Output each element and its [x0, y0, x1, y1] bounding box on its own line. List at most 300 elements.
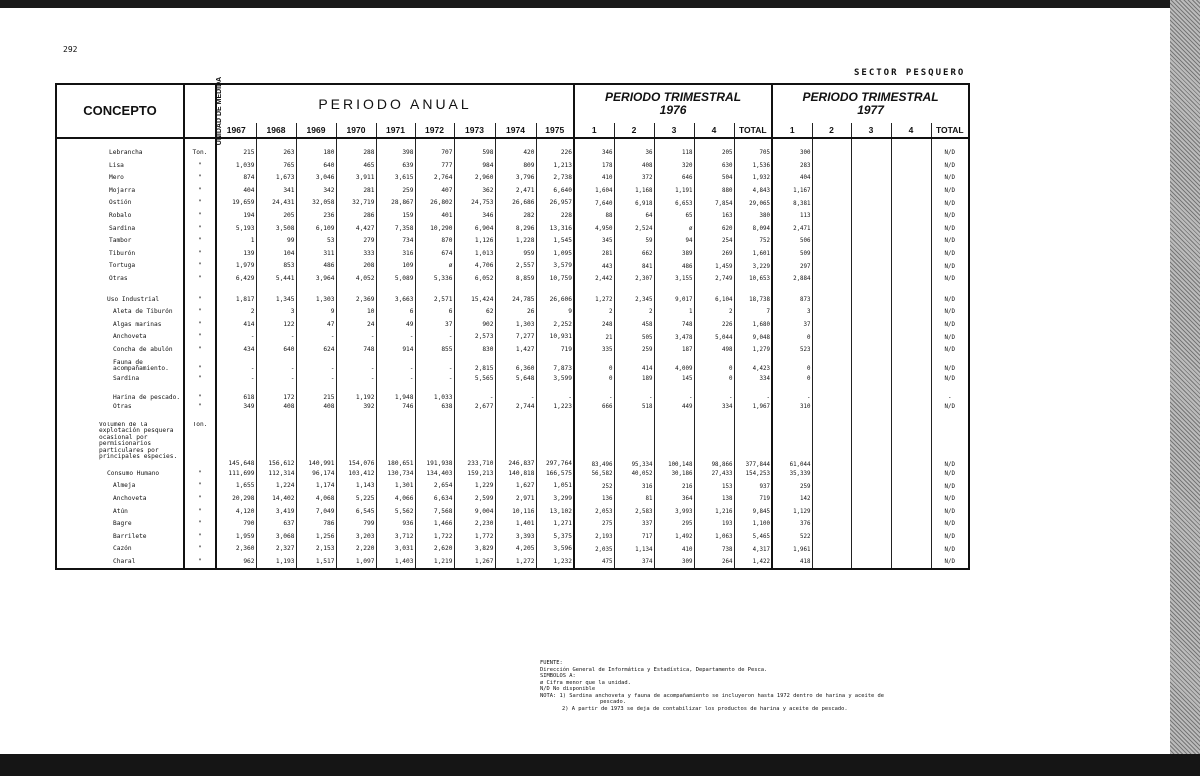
row-value: [891, 531, 931, 544]
row-value: 205: [694, 147, 734, 160]
row-value: 873: [772, 294, 812, 307]
row-value: 7,277: [495, 331, 536, 344]
row-value: [851, 468, 891, 481]
row-value: 1,673: [256, 172, 296, 185]
row-value: 2,583: [614, 505, 654, 518]
row-value: 2,327: [256, 543, 296, 556]
row-value: 1,345: [256, 294, 296, 307]
row-value: -: [296, 357, 336, 373]
row-value: 408: [256, 401, 296, 414]
row-value: 523: [772, 344, 812, 357]
row-value: 674: [415, 248, 454, 261]
row-value: 1,216: [694, 505, 734, 518]
row-value: 9,048: [734, 331, 772, 344]
row-value: 6,360: [495, 357, 536, 373]
row-value: 2,230: [454, 518, 495, 531]
row-value: [812, 172, 851, 185]
row-value: 3,796: [495, 172, 536, 185]
row-value: 2,524: [614, 223, 654, 236]
row-value: 705: [734, 147, 772, 160]
row-value: N/D: [931, 294, 969, 307]
column-header-16: 3: [851, 123, 891, 138]
row-label: Otras: [113, 403, 132, 411]
row-value: 719: [734, 493, 772, 506]
row-value: 187: [654, 344, 694, 357]
row-value: 1,143: [336, 480, 376, 493]
row-value: [851, 172, 891, 185]
row-value: 914: [376, 344, 415, 357]
row-unit: ": [184, 344, 216, 357]
row-value: 61,044: [772, 422, 812, 468]
row-value: N/D: [931, 172, 969, 185]
row-value: 59: [614, 235, 654, 248]
row-value: 263: [256, 147, 296, 160]
table-row: [56, 357, 969, 373]
row-value: 5,465: [734, 531, 772, 544]
row-value: -: [256, 331, 296, 344]
row-value: 191,938: [415, 422, 454, 468]
row-value: N/D: [931, 556, 969, 570]
row-value: 3,615: [376, 172, 415, 185]
row-value: 1: [654, 306, 694, 319]
row-value: 40,052: [614, 468, 654, 481]
row-value: 21: [574, 331, 614, 344]
row-label: Anchoveta: [113, 333, 147, 341]
row-value: 189: [614, 373, 654, 386]
row-value: 8,381: [772, 197, 812, 210]
row-value: 2: [574, 306, 614, 319]
row-value: 717: [614, 531, 654, 544]
row-value: 254: [694, 235, 734, 248]
row-value: -: [415, 331, 454, 344]
row-value: 208: [336, 260, 376, 273]
row-value: -: [216, 331, 256, 344]
row-value: 902: [454, 319, 495, 332]
table-row: [56, 223, 969, 236]
row-value: 140,991: [296, 422, 336, 468]
row-value: 103,412: [336, 468, 376, 481]
column-header-8: 1975: [536, 123, 574, 138]
row-value: 140,818: [495, 468, 536, 481]
row-value: [891, 248, 931, 261]
row-value: 145,648: [216, 422, 256, 468]
row-value: 4,317: [734, 543, 772, 556]
row-value: [851, 260, 891, 273]
row-value: 748: [654, 319, 694, 332]
row-value: 2,884: [772, 273, 812, 286]
row-value: 341: [256, 185, 296, 198]
row-value: 475: [574, 556, 614, 570]
row-value: 2,677: [454, 401, 495, 414]
column-header-18: TOTAL: [931, 123, 969, 138]
row-value: 414: [614, 357, 654, 373]
row-value: 1,459: [694, 260, 734, 273]
row-value: 1,097: [336, 556, 376, 570]
row-value: 2,153: [296, 543, 336, 556]
row-value: [812, 357, 851, 373]
row-value: [891, 294, 931, 307]
row-value: 1,545: [536, 235, 574, 248]
row-value: 5,193: [216, 223, 256, 236]
row-value: -: [256, 373, 296, 386]
row-value: [812, 160, 851, 173]
row-value: 1,033: [415, 385, 454, 401]
row-value: 104: [256, 248, 296, 261]
row-value: 3,579: [536, 260, 574, 273]
table-row: [56, 172, 969, 185]
row-value: -: [256, 357, 296, 373]
table-row: [56, 344, 969, 357]
row-value: 163: [694, 210, 734, 223]
row-value: [891, 147, 931, 160]
row-value: 130,734: [376, 468, 415, 481]
row-value: 408: [614, 160, 654, 173]
row-value: 372: [614, 172, 654, 185]
row-unit: ": [184, 331, 216, 344]
row-value: 81: [614, 493, 654, 506]
row-value: 180: [296, 147, 336, 160]
row-value: 94: [654, 235, 694, 248]
table-row: [56, 306, 969, 319]
row-value: 0: [574, 357, 614, 373]
row-value: 2,345: [614, 294, 654, 307]
row-value: [891, 505, 931, 518]
row-value: 1,192: [336, 385, 376, 401]
row-label: Aleta de Tiburón: [113, 308, 173, 316]
row-value: 2,971: [495, 493, 536, 506]
row-value: 7,049: [296, 505, 336, 518]
row-value: 334: [694, 401, 734, 414]
row-unit: ": [184, 160, 216, 173]
row-value: 1,167: [772, 185, 812, 198]
row-value: 410: [574, 172, 614, 185]
row-value: 3,663: [376, 294, 415, 307]
row-value: ø: [415, 260, 454, 273]
row-value: [891, 260, 931, 273]
row-unit: ": [184, 401, 216, 414]
table-row: [56, 385, 969, 401]
row-value: 855: [415, 344, 454, 357]
row-value: 0: [772, 331, 812, 344]
row-value: 799: [336, 518, 376, 531]
row-value: 142: [772, 493, 812, 506]
row-value: 3,393: [495, 531, 536, 544]
row-value: N/D: [931, 197, 969, 210]
row-value: 870: [415, 235, 454, 248]
row-value: -: [376, 357, 415, 373]
row-label: Sardina: [113, 374, 140, 382]
row-value: 3: [772, 306, 812, 319]
row-value: [851, 223, 891, 236]
row-value: 3,046: [296, 172, 336, 185]
row-value: 233,710: [454, 422, 495, 468]
row-value: 2,360: [216, 543, 256, 556]
row-value: 414: [216, 319, 256, 332]
row-value: 936: [376, 518, 415, 531]
row-value: [891, 385, 931, 401]
row-value: 5,441: [256, 273, 296, 286]
row-value: [891, 543, 931, 556]
row-value: 1,422: [734, 556, 772, 570]
row-value: 1,979: [216, 260, 256, 273]
row-value: -: [931, 385, 969, 401]
row-value: 264: [694, 556, 734, 570]
row-unit: ": [184, 319, 216, 332]
row-value: 6,904: [454, 223, 495, 236]
row-value: [812, 401, 851, 414]
row-value: 15,424: [454, 294, 495, 307]
row-value: [891, 185, 931, 198]
row-value: 10,759: [536, 273, 574, 286]
row-value: 252: [574, 480, 614, 493]
row-value: 984: [454, 160, 495, 173]
row-value: 49: [376, 319, 415, 332]
row-value: 408: [296, 401, 336, 414]
row-value: N/D: [931, 422, 969, 468]
row-value: 65: [654, 210, 694, 223]
row-value: [891, 344, 931, 357]
row-value: 2,960: [454, 172, 495, 185]
row-value: 281: [336, 185, 376, 198]
row-value: 2,599: [454, 493, 495, 506]
table-row: [56, 160, 969, 173]
row-value: 1,948: [376, 385, 415, 401]
row-value: 134,403: [415, 468, 454, 481]
row-value: 364: [654, 493, 694, 506]
row-value: 24,785: [495, 294, 536, 307]
row-value: 6,052: [454, 273, 495, 286]
table-row: [56, 260, 969, 273]
row-unit: ": [184, 505, 216, 518]
row-value: 746: [376, 401, 415, 414]
row-value: 752: [734, 235, 772, 248]
row-value: [812, 518, 851, 531]
row-value: 2,369: [336, 294, 376, 307]
row-value: 504: [694, 172, 734, 185]
row-unit: ": [184, 480, 216, 493]
row-value: 0: [694, 357, 734, 373]
table-row: [56, 147, 969, 160]
row-value: 1,427: [495, 344, 536, 357]
row-value: [891, 480, 931, 493]
row-value: 4,205: [495, 543, 536, 556]
row-value: [812, 273, 851, 286]
row-value: 630: [694, 160, 734, 173]
row-value: 6,545: [336, 505, 376, 518]
row-value: 145: [654, 373, 694, 386]
row-value: [851, 294, 891, 307]
row-value: 3,829: [454, 543, 495, 556]
table-row: [56, 294, 969, 307]
column-header-4: 1971: [376, 123, 415, 138]
row-value: 0: [574, 373, 614, 386]
row-value: 286: [336, 210, 376, 223]
row-value: 2,573: [454, 331, 495, 344]
row-value: 5,648: [495, 373, 536, 386]
row-value: 14,402: [256, 493, 296, 506]
row-value: [812, 235, 851, 248]
row-value: 9,004: [454, 505, 495, 518]
row-unit: ": [184, 210, 216, 223]
row-value: 335: [574, 344, 614, 357]
row-value: 259: [614, 344, 654, 357]
row-value: 6,109: [296, 223, 336, 236]
row-value: 4,427: [336, 223, 376, 236]
column-header-14: 1: [772, 123, 812, 138]
row-value: 624: [296, 344, 336, 357]
row-unit: ": [184, 172, 216, 185]
row-value: [851, 543, 891, 556]
row-value: 297: [772, 260, 812, 273]
row-value: [891, 401, 931, 414]
row-value: 8,094: [734, 223, 772, 236]
row-value: 13,316: [536, 223, 574, 236]
row-value: 8,859: [495, 273, 536, 286]
row-value: 88: [574, 210, 614, 223]
row-value: 10: [336, 306, 376, 319]
row-value: 1,817: [216, 294, 256, 307]
row-value: 6: [415, 306, 454, 319]
row-value: 259: [376, 185, 415, 198]
simbolos-label: SIMBOLOS A:: [540, 673, 576, 679]
row-value: 7,873: [536, 357, 574, 373]
row-value: 3,993: [654, 505, 694, 518]
row-value: [851, 185, 891, 198]
row-value: -: [336, 357, 376, 373]
row-value: 194: [216, 210, 256, 223]
row-value: [891, 223, 931, 236]
row-value: 109: [376, 260, 415, 273]
row-value: [891, 172, 931, 185]
row-value: [851, 518, 891, 531]
row-unit: ": [184, 518, 216, 531]
row-value: 1,492: [654, 531, 694, 544]
row-value: 311: [296, 248, 336, 261]
row-label: Algas marinas: [113, 320, 162, 328]
row-unit: ": [184, 468, 216, 481]
row-value: 3,229: [734, 260, 772, 273]
row-value: 1,401: [495, 518, 536, 531]
scan-top-border: [0, 0, 1200, 8]
row-value: [891, 357, 931, 373]
row-value: 1,100: [734, 518, 772, 531]
row-value: 316: [376, 248, 415, 261]
row-value: 6,918: [614, 197, 654, 210]
row-value: 618: [216, 385, 256, 401]
row-value: [812, 543, 851, 556]
row-value: 2,749: [694, 273, 734, 286]
row-value: 153: [694, 480, 734, 493]
row-value: 10,653: [734, 273, 772, 286]
row-unit: ": [184, 185, 216, 198]
row-value: 1,095: [536, 248, 574, 261]
row-value: 407: [415, 185, 454, 198]
row-value: 2,471: [772, 223, 812, 236]
row-value: [891, 468, 931, 481]
row-value: 666: [574, 401, 614, 414]
row-value: 1,013: [454, 248, 495, 261]
column-header-10: 2: [614, 123, 654, 138]
row-value: 279: [336, 235, 376, 248]
row-value: 3,068: [256, 531, 296, 544]
column-header-6: 1973: [454, 123, 495, 138]
row-value: 2,442: [574, 273, 614, 286]
row-value: -: [536, 385, 574, 401]
row-value: 27,433: [694, 468, 734, 481]
row-label: Charal: [113, 557, 136, 565]
row-value: 24,753: [454, 197, 495, 210]
row-value: 13,102: [536, 505, 574, 518]
row-value: 18,738: [734, 294, 772, 307]
row-value: 1,223: [536, 401, 574, 414]
row-value: N/D: [931, 185, 969, 198]
row-value: 719: [536, 344, 574, 357]
row-value: 3,031: [376, 543, 415, 556]
row-value: 228: [536, 210, 574, 223]
row-value: 449: [654, 401, 694, 414]
row-value: 248: [574, 319, 614, 332]
row-value: 193: [694, 518, 734, 531]
row-value: 333: [336, 248, 376, 261]
row-value: [851, 147, 891, 160]
row-value: N/D: [931, 357, 969, 373]
row-value: 5,336: [415, 273, 454, 286]
row-value: 7: [734, 306, 772, 319]
row-value: 1,959: [216, 531, 256, 544]
row-value: [851, 197, 891, 210]
row-value: 1,403: [376, 556, 415, 570]
row-value: 9: [296, 306, 336, 319]
row-value: 172: [256, 385, 296, 401]
row-value: 20,298: [216, 493, 256, 506]
row-value: 6,653: [654, 197, 694, 210]
row-label: Lisa: [109, 161, 124, 169]
row-value: 113: [772, 210, 812, 223]
table-row: [56, 319, 969, 332]
row-value: N/D: [931, 306, 969, 319]
row-value: 159,213: [454, 468, 495, 481]
row-value: 4,009: [654, 357, 694, 373]
row-value: 1,168: [614, 185, 654, 198]
scan-right-border: [1170, 0, 1200, 776]
row-value: 226: [694, 319, 734, 332]
row-value: 2,220: [336, 543, 376, 556]
row-value: 937: [734, 480, 772, 493]
row-value: 259: [772, 480, 812, 493]
row-value: [812, 422, 851, 468]
row-value: 10,931: [536, 331, 574, 344]
nota-2: 2) A partir de 1973 se deja de contabilizar los productos de harina y aceite de pescado.: [562, 705, 848, 712]
row-value: 3,203: [336, 531, 376, 544]
row-value: 880: [694, 185, 734, 198]
row-value: N/D: [931, 160, 969, 173]
row-value: [851, 235, 891, 248]
row-value: 139: [216, 248, 256, 261]
row-value: 297,764: [536, 422, 574, 468]
row-value: [891, 197, 931, 210]
row-value: 136: [574, 493, 614, 506]
row-value: N/D: [931, 531, 969, 544]
row-value: [851, 373, 891, 386]
row-value: 24: [336, 319, 376, 332]
row-value: 1,051: [536, 480, 574, 493]
row-value: 9,845: [734, 505, 772, 518]
row-value: 1,232: [536, 556, 574, 570]
row-value: 1,193: [256, 556, 296, 570]
row-value: 282: [495, 210, 536, 223]
row-value: 346: [574, 147, 614, 160]
row-value: 337: [614, 518, 654, 531]
